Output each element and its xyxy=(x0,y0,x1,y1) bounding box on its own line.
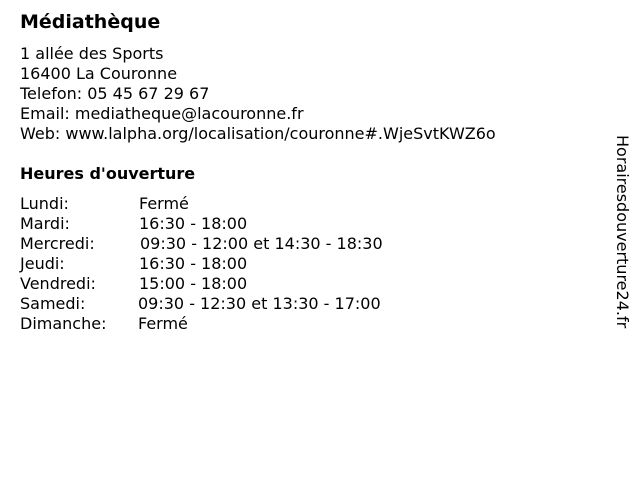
day-hours: 16:30 - 18:00 xyxy=(139,214,248,233)
address-block xyxy=(20,44,496,144)
day-label: Dimanche: xyxy=(20,314,107,333)
phone-line: Telefon: 05 45 67 29 67 xyxy=(20,84,210,103)
day-hours: 09:30 - 12:00 et 14:30 - 18:30 xyxy=(140,234,383,253)
day-hours: Fermé xyxy=(138,314,188,333)
day-label: Samedi: xyxy=(20,294,86,313)
day-label: Lundi: xyxy=(20,194,69,213)
day-label: Mardi: xyxy=(20,214,70,233)
city-postal: 16400 La Couronne xyxy=(20,64,178,83)
email-line: Email: mediatheque@lacouronne.fr xyxy=(20,104,304,123)
day-hours: Fermé xyxy=(139,194,189,213)
day-hours: 16:30 - 18:00 xyxy=(139,254,248,273)
street-address: 1 allée des Sports xyxy=(20,44,164,63)
web-line: Web: www.lalpha.org/localisation/couronne#.WjeSvtKWZ6o xyxy=(20,124,496,143)
day-hours: 15:00 - 18:00 xyxy=(139,274,248,293)
day-label: Mercredi: xyxy=(20,234,95,253)
day-hours: 09:30 - 12:30 et 13:30 - 17:00 xyxy=(138,294,381,313)
watermark-text: Horairesdouverture24.fr xyxy=(613,135,632,329)
day-label: Vendredi: xyxy=(20,274,96,293)
page-title: Médiathèque xyxy=(20,11,161,33)
day-label: Jeudi: xyxy=(20,254,65,273)
hours-heading: Heures d'ouverture xyxy=(20,164,196,183)
